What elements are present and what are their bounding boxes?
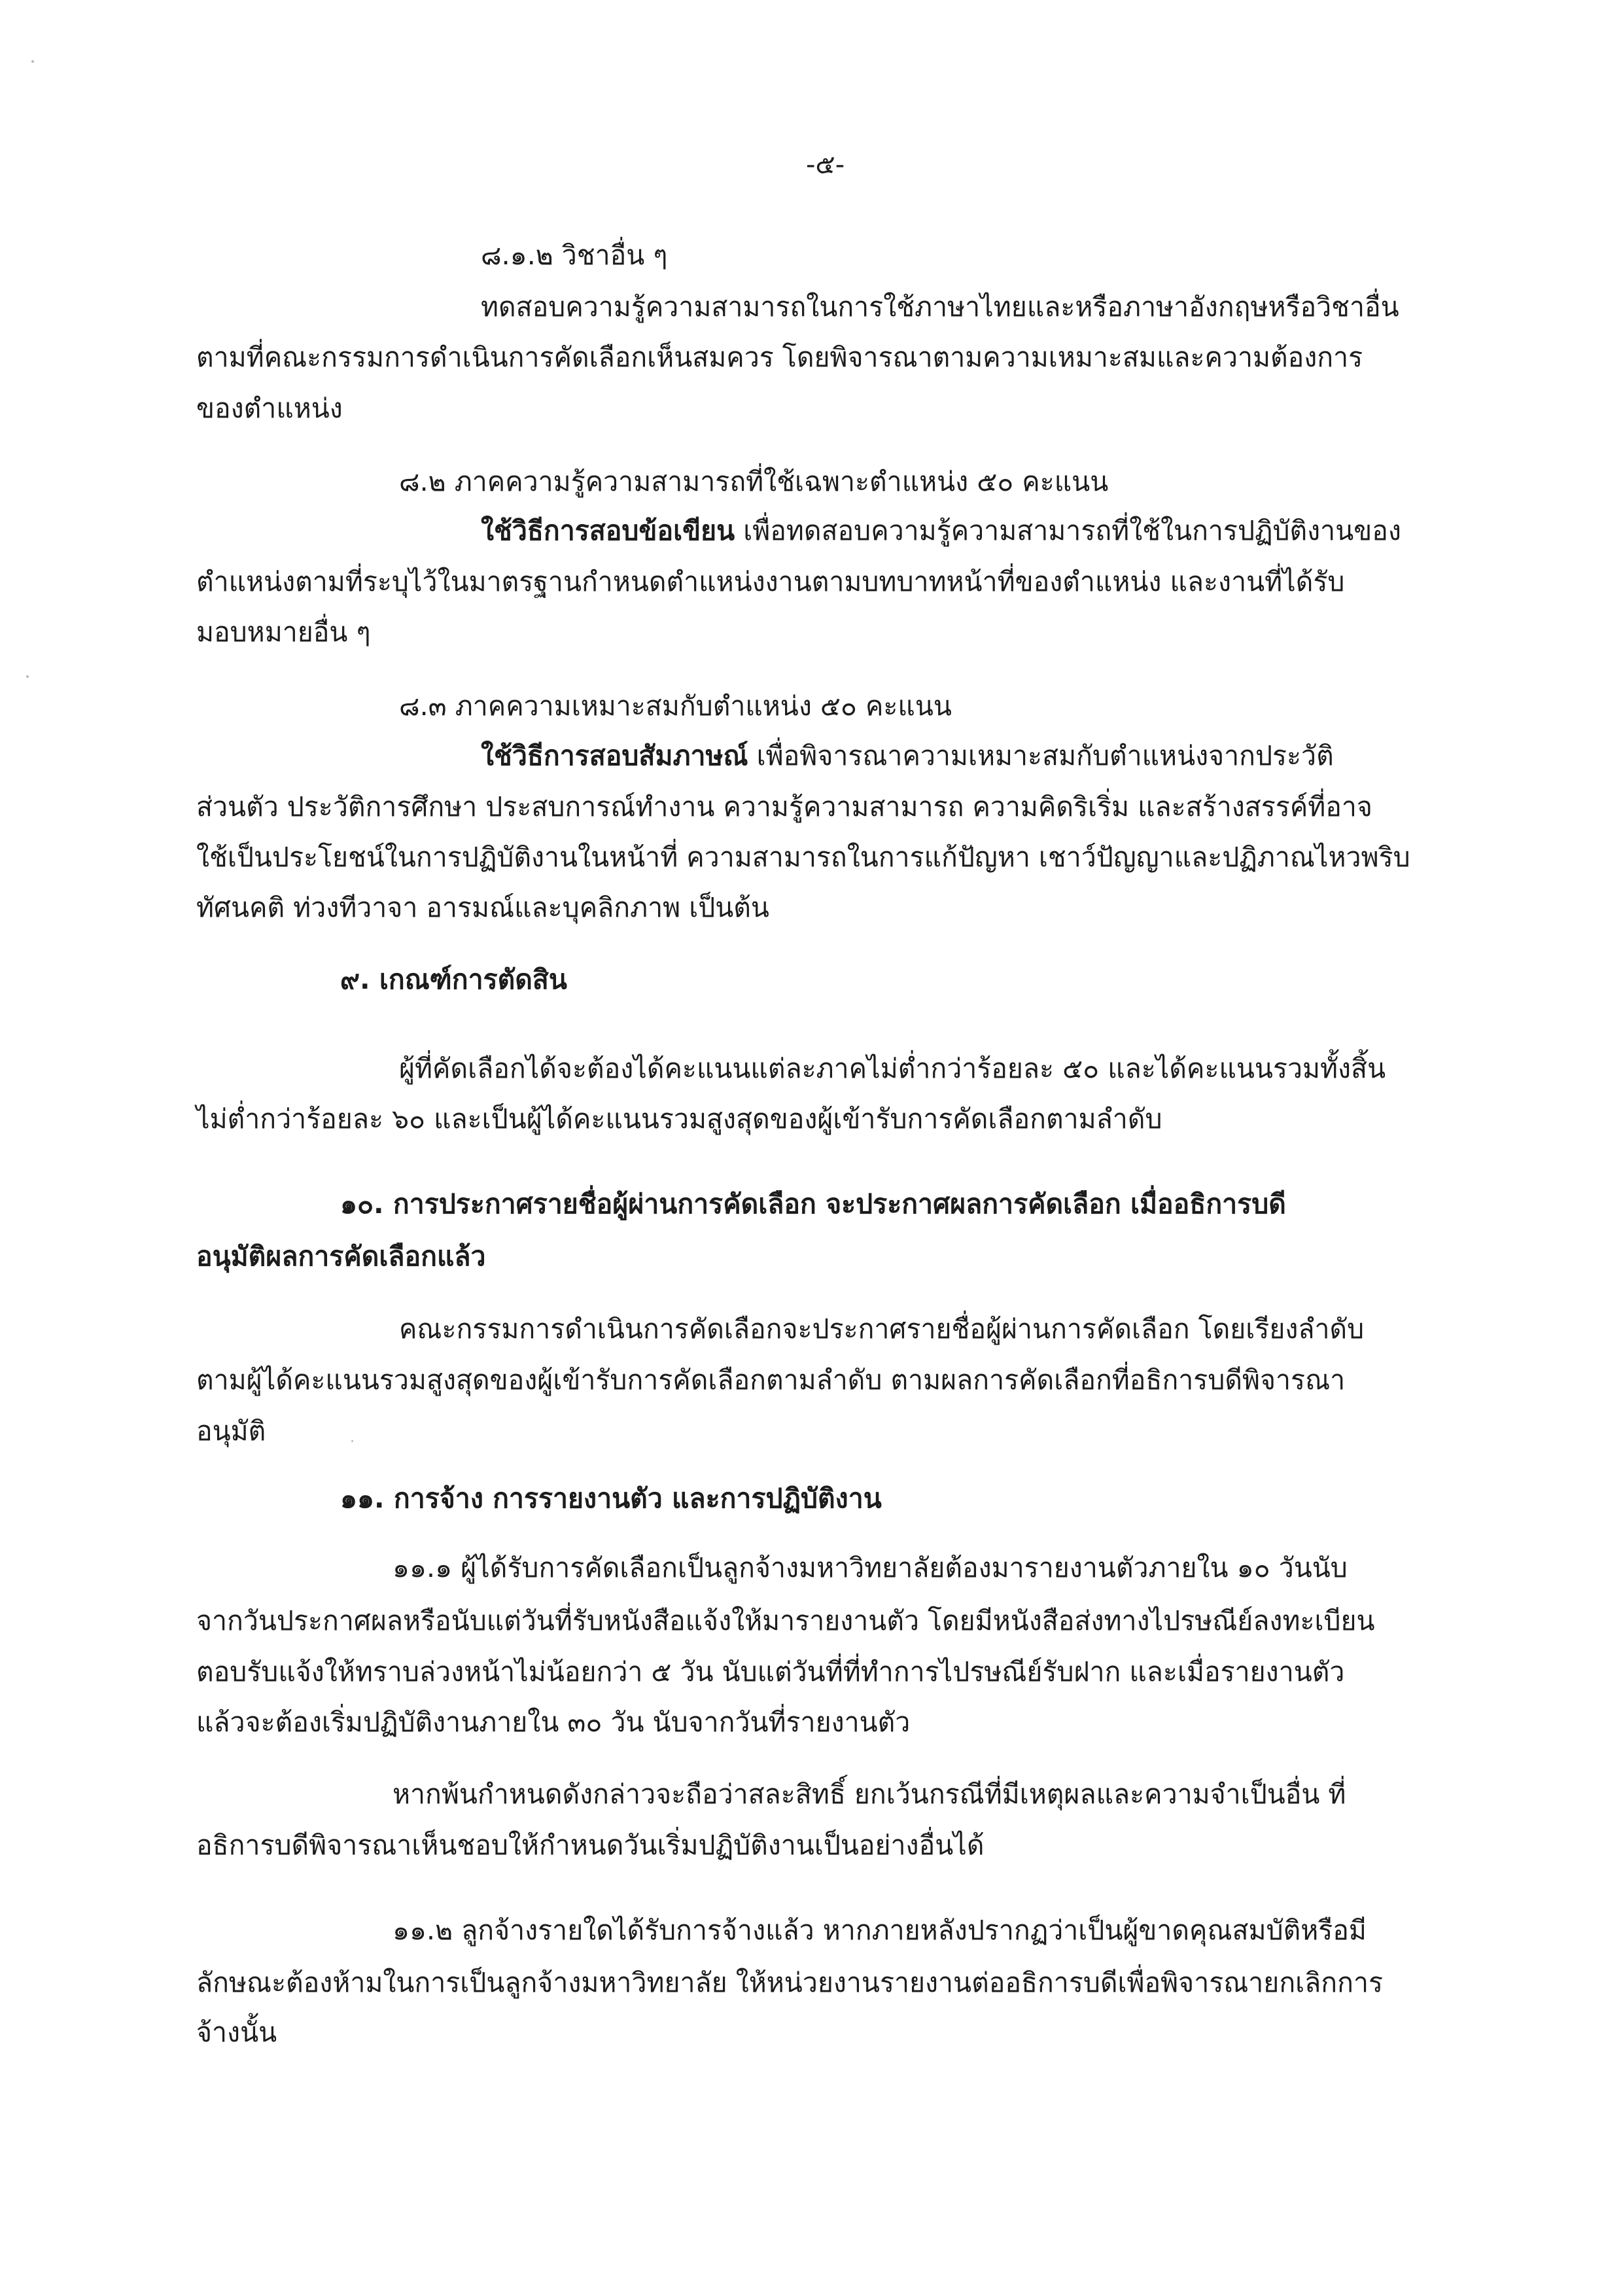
bold-phrase: ใช้วิธีการสอบข้อเขียน xyxy=(481,515,735,546)
bold-phrase: ใช้วิธีการสอบสัมภาษณ์ xyxy=(481,740,748,771)
text-line: ๘.๑.๒ วิชาอื่น ๆ xyxy=(481,239,668,271)
text-line: ๘.๓ ภาคความเหมาะสมกับตำแหน่ง ๕๐ คะแนน xyxy=(399,690,952,722)
page-number: -๕- xyxy=(806,150,845,180)
text-line: ๑๑.๒ ลูกจ้างรายใดได้รับการจ้างแล้ว หากภายหลังปรากฏว่าเป็นผู้ขาดคุณสมบัติหรือมี xyxy=(393,1915,1367,1946)
text-line: ตามผู้ได้คะแนนรวมสูงสุดของผู้เข้ารับการคัดเลือกตามลำดับ ตามผลการคัดเลือกที่อธิการบดีพิจารณา xyxy=(196,1364,1346,1396)
scan-speck xyxy=(26,675,29,678)
section-heading: อนุมัติผลการคัดเลือกแล้ว xyxy=(196,1241,486,1272)
text-line: ใช้เป็นประโยชน์ในการปฏิบัติงานในหน้าที่ ความสามารถในการแก้ปัญหา เชาว์ปัญญาและปฏิภาณไหวพริบ xyxy=(196,841,1410,873)
text-line: ๘.๒ ภาคความรู้ความสามารถที่ใช้เฉพาะตำแหน่ง ๕๐ คะแนน xyxy=(399,466,1109,497)
text-line: ใช้วิธีการสอบสัมภาษณ์ เพื่อพิจารณาความเหมาะสมกับตำแหน่งจากประวัติ xyxy=(481,740,1334,771)
text-line: ตามที่คณะกรรมการดำเนินการคัดเลือกเห็นสมควร โดยพิจารณาตามความเหมาะสมและความต้องการ xyxy=(196,342,1363,373)
text-line: อนุมัติ xyxy=(196,1415,266,1447)
text-line: ลักษณะต้องห้ามในการเป็นลูกจ้างมหาวิทยาลัย ให้หน่วยงานรายงานต่ออธิการบดีเพื่อพิจารณายกเลิกการ xyxy=(196,1967,1383,1998)
text-line: ตอบรับแจ้งให้ทราบล่วงหน้าไม่น้อยกว่า ๕ วัน นับแต่วันที่ที่ทำการไปรษณีย์รับฝาก และเมื่อรายงานตัว xyxy=(196,1656,1345,1687)
text-line: คณะกรรมการดำเนินการคัดเลือกจะประกาศรายชื่อผู้ผ่านการคัดเลือก โดยเรียงลำดับ xyxy=(399,1313,1365,1345)
text-line: ทดสอบความรู้ความสามารถในการใช้ภาษาไทยและหรือภาษาอังกฤษหรือวิชาอื่น xyxy=(481,291,1399,323)
text-line: ของตำแหน่ง xyxy=(196,393,343,424)
text-line: ๑๑.๑ ผู้ได้รับการคัดเลือกเป็นลูกจ้างมหาวิทยาลัยต้องมารายงานตัวภายใน ๑๐ วันนับ xyxy=(393,1552,1348,1583)
text-line: ตำแหน่งตามที่ระบุไว้ในมาตรฐานกำหนดตำแหน่งงานตามบทบาทหน้าที่ของตำแหน่ง และงานที่ได้รับ xyxy=(196,566,1345,597)
scan-speck xyxy=(31,60,34,63)
text-line: ผู้ที่คัดเลือกได้จะต้องได้คะแนนแต่ละภาคไม่ต่ำกว่าร้อยละ ๕๐ และได้คะแนนรวมทั้งสิ้น xyxy=(399,1053,1386,1084)
text-line: อธิการบดีพิจารณาเห็นชอบให้กำหนดวันเริ่มปฏิบัติงานเป็นอย่างอื่นได้ xyxy=(196,1829,985,1861)
section-heading: ๑๐. การประกาศรายชื่อผู้ผ่านการคัดเลือก จะประกาศผลการคัดเลือก เมื่ออธิการบดี xyxy=(340,1188,1286,1220)
section-heading: ๙. เกณฑ์การตัดสิน xyxy=(340,964,567,995)
scan-speck xyxy=(351,1440,353,1442)
text-line: จ้างนั้น xyxy=(196,2017,277,2048)
text-line: แล้วจะต้องเริ่มปฏิบัติงานภายใน ๓๐ วัน นับจากวันที่รายงานตัว xyxy=(196,1706,911,1738)
text-line: มอบหมายอื่น ๆ xyxy=(196,616,371,648)
text-line: จากวันประกาศผลหรือนับแต่วันที่รับหนังสือแจ้งให้มารายงานตัว โดยมีหนังสือส่งทางไปรษณีย์ลงทะเบียน xyxy=(196,1605,1375,1636)
text-line: หากพ้นกำหนดดังกล่าวจะถือว่าสละสิทธิ์ ยกเว้นกรณีที่มีเหตุผลและความจำเป็นอื่น ที่ xyxy=(393,1778,1346,1810)
text-line: ส่วนตัว ประวัติการศึกษา ประสบการณ์ทำงาน ความรู้ความสามารถ ความคิดริเริ่ม และสร้างสรรค์ที่อาจ xyxy=(196,791,1372,822)
section-heading: ๑๑. การจ้าง การรายงานตัว และการปฏิบัติงาน xyxy=(340,1483,882,1514)
text-line: ใช้วิธีการสอบข้อเขียน เพื่อทดสอบความรู้ความสามารถที่ใช้ในการปฏิบัติงานของ xyxy=(481,515,1401,546)
text-line: ทัศนคติ ท่วงทีวาจา อารมณ์และบุคลิกภาพ เป็นต้น xyxy=(196,892,769,923)
text-line: ไม่ต่ำกว่าร้อยละ ๖๐ และเป็นผู้ได้คะแนนรวมสูงสุดของผู้เข้ารับการคัดเลือกตามลำดับ xyxy=(196,1103,1162,1135)
